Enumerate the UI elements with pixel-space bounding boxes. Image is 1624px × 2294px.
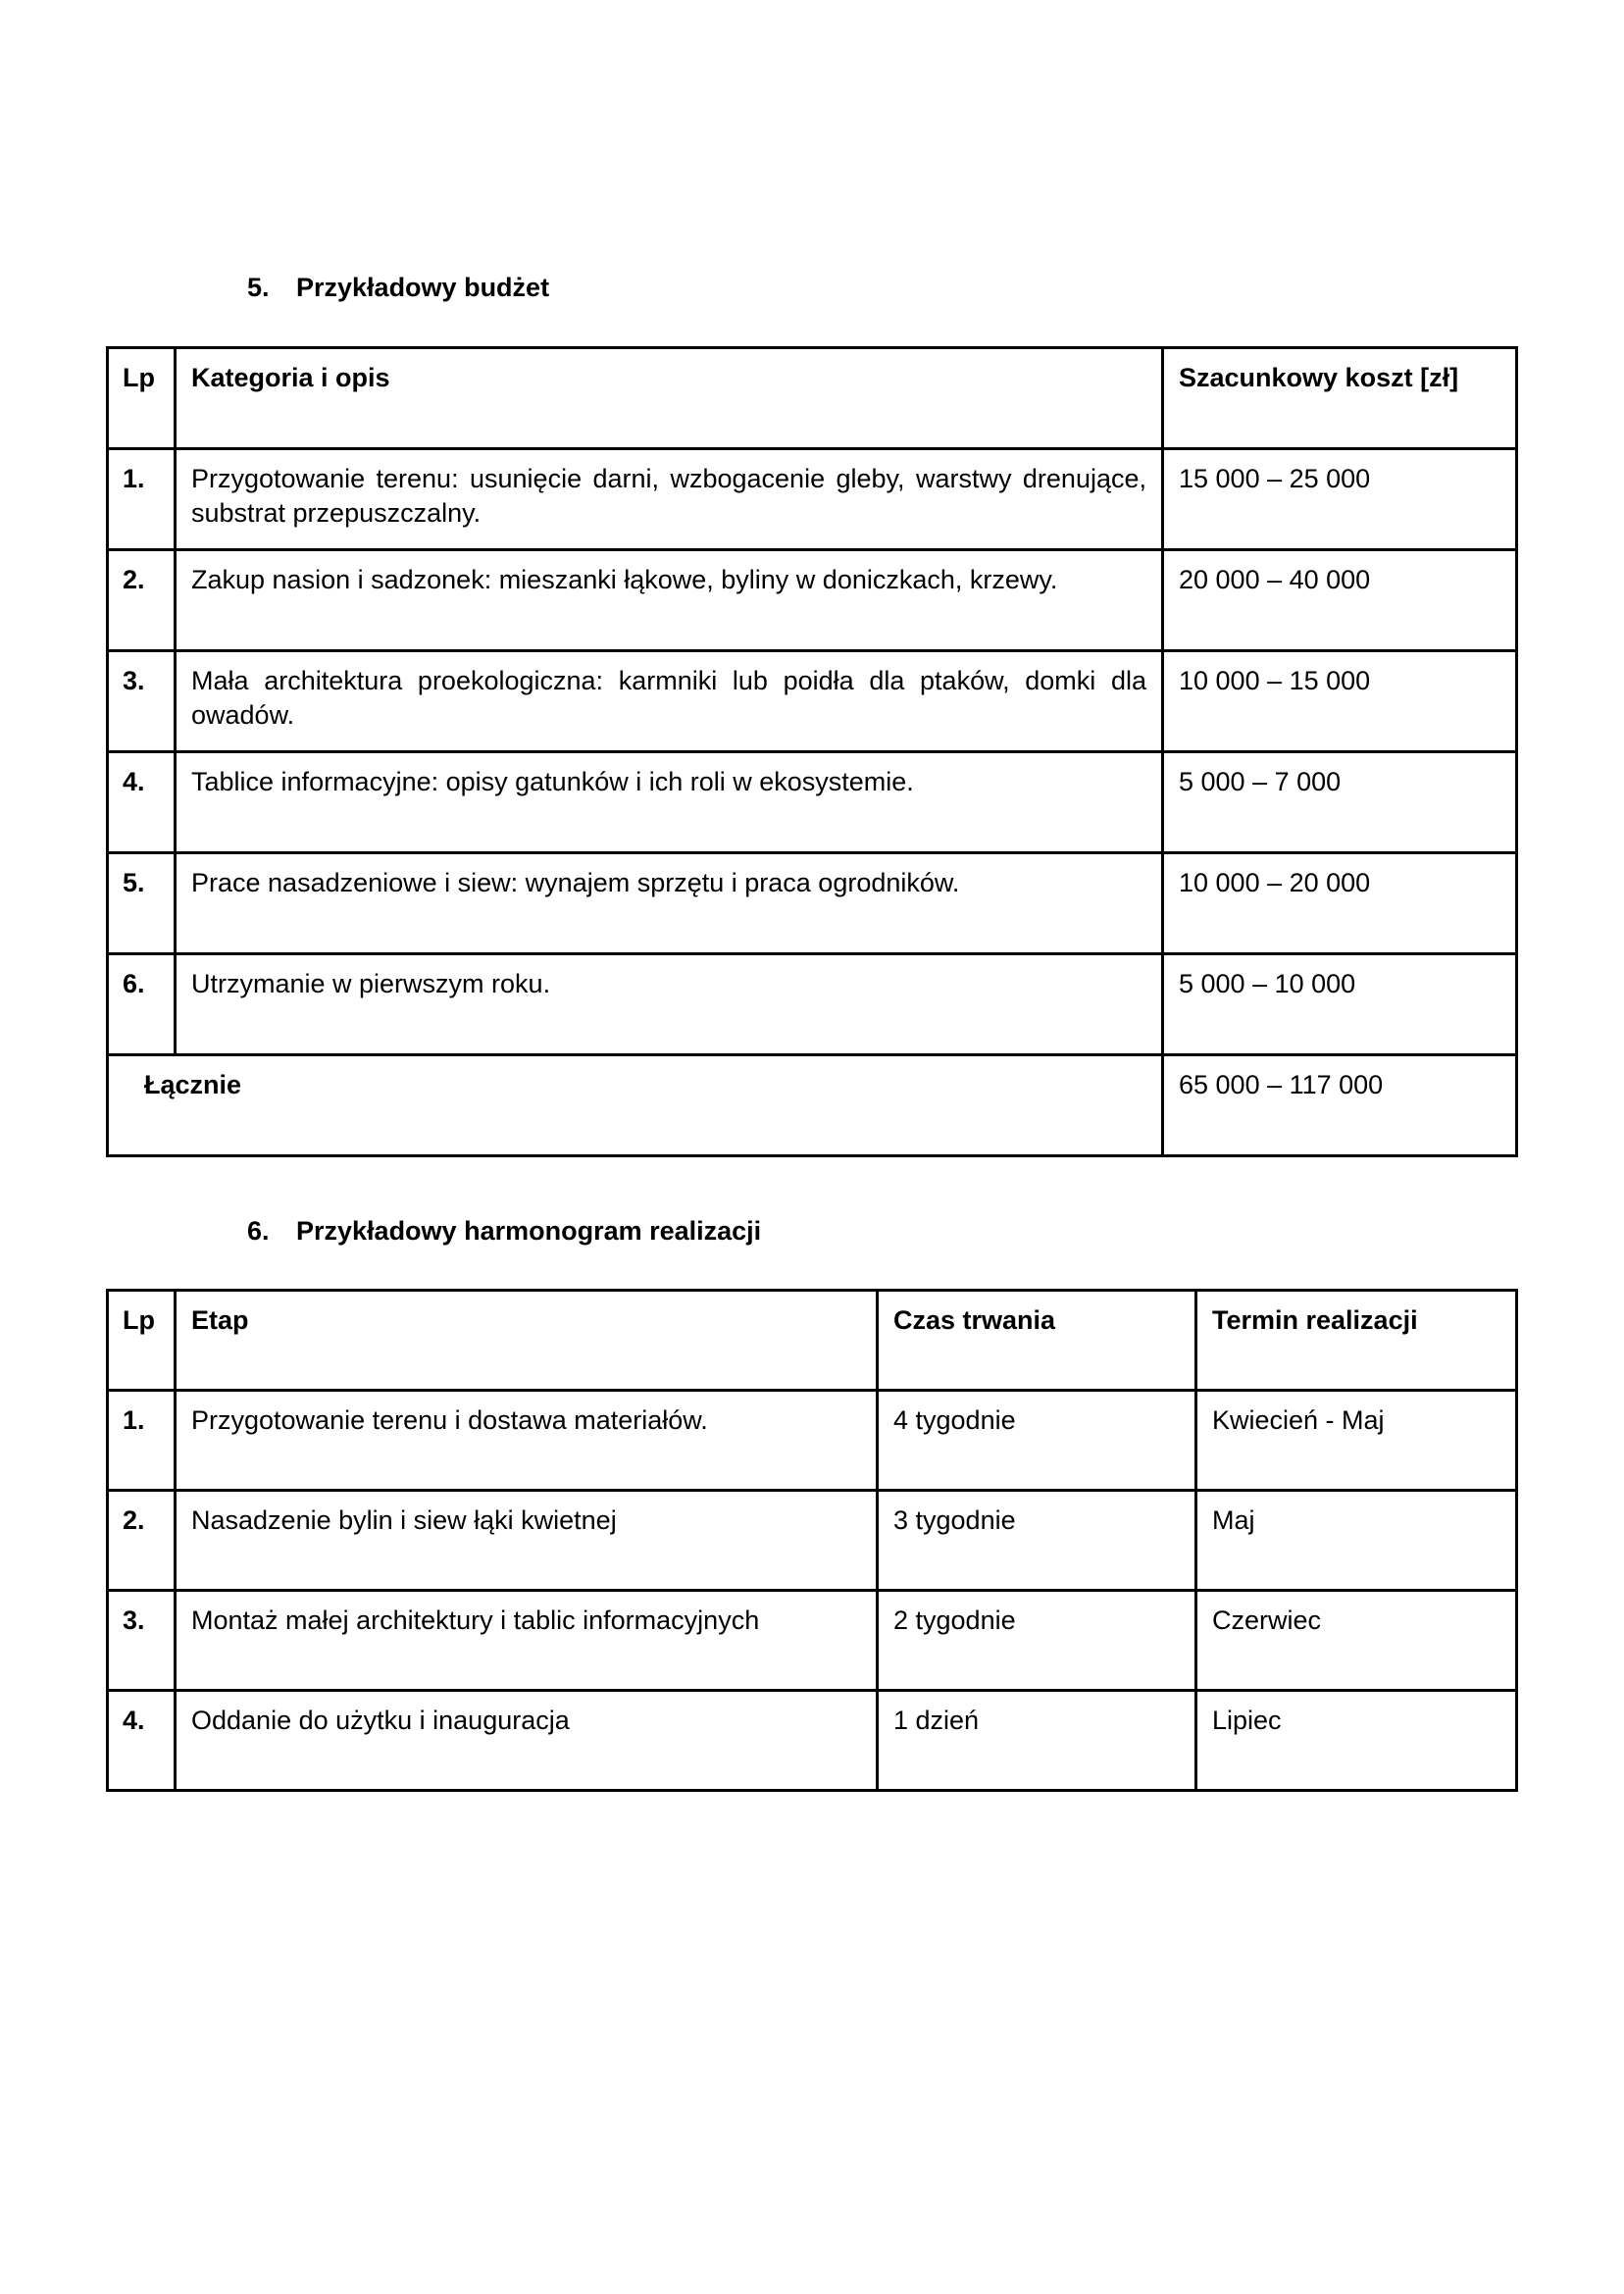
budget-header-category: Kategoria i opis — [176, 348, 1163, 449]
budget-row-cost: 10 000 – 15 000 — [1163, 651, 1517, 752]
budget-section-heading — [247, 271, 549, 304]
schedule-row-stage: Oddanie do użytku i inauguracja — [176, 1691, 878, 1791]
budget-table-row — [108, 651, 1517, 752]
budget-row-description: Przygotowanie terenu: usunięcie darni, wzbogacenie gleby, warstwy drenujące, substrat przepuszczalny. — [176, 449, 1163, 550]
budget-row-description: Utrzymanie w pierwszym roku. — [176, 954, 1163, 1055]
budget-total-label: Łącznie — [108, 1055, 1163, 1156]
budget-row-description: Prace nasadzeniowe i siew: wynajem sprzętu i praca ogrodników. — [176, 853, 1163, 954]
budget-row-description: Tablice informacyjne: opisy gatunków i ich roli w ekosystemie. — [176, 752, 1163, 853]
schedule-table-row — [108, 1591, 1517, 1691]
budget-table-header-row — [108, 348, 1517, 449]
schedule-row-duration: 2 tygodnie — [878, 1591, 1196, 1691]
budget-row-lp: 6. — [108, 954, 176, 1055]
budget-section-number: 5. — [247, 273, 270, 302]
schedule-row-term: Czerwiec — [1196, 1591, 1517, 1691]
budget-row-lp: 2. — [108, 550, 176, 651]
budget-row-cost: 20 000 – 40 000 — [1163, 550, 1517, 651]
schedule-section-title: Przykładowy harmonogram realizacji — [296, 1216, 762, 1246]
schedule-section-number: 6. — [247, 1216, 270, 1246]
schedule-header-duration: Czas trwania — [878, 1291, 1196, 1391]
budget-row-lp: 4. — [108, 752, 176, 853]
schedule-table — [106, 1289, 1518, 1792]
schedule-row-stage: Montaż małej architektury i tablic informacyjnych — [176, 1591, 878, 1691]
schedule-row-lp: 3. — [108, 1591, 176, 1691]
schedule-table-header-row — [108, 1291, 1517, 1391]
budget-table — [106, 346, 1518, 1157]
budget-total-row — [108, 1055, 1517, 1156]
budget-row-description: Zakup nasion i sadzonek: mieszanki łąkowe, byliny w doniczkach, krzewy. — [176, 550, 1163, 651]
budget-table-row — [108, 853, 1517, 954]
budget-header-lp: Lp — [108, 348, 176, 449]
budget-table-row — [108, 954, 1517, 1055]
budget-table-row — [108, 752, 1517, 853]
schedule-row-lp: 1. — [108, 1391, 176, 1491]
budget-row-lp: 1. — [108, 449, 176, 550]
schedule-row-stage: Przygotowanie terenu i dostawa materiałów. — [176, 1391, 878, 1491]
schedule-header-term: Termin realizacji — [1196, 1291, 1517, 1391]
schedule-row-stage: Nasadzenie bylin i siew łąki kwietnej — [176, 1491, 878, 1591]
schedule-row-duration: 4 tygodnie — [878, 1391, 1196, 1491]
schedule-row-lp: 4. — [108, 1691, 176, 1791]
budget-total-cost: 65 000 – 117 000 — [1163, 1055, 1517, 1156]
budget-row-lp: 3. — [108, 651, 176, 752]
schedule-row-term: Lipiec — [1196, 1691, 1517, 1791]
budget-header-cost: Szacunkowy koszt [zł] — [1163, 348, 1517, 449]
budget-row-cost: 5 000 – 10 000 — [1163, 954, 1517, 1055]
budget-table-row — [108, 550, 1517, 651]
schedule-row-duration: 3 tygodnie — [878, 1491, 1196, 1591]
schedule-row-term: Maj — [1196, 1491, 1517, 1591]
budget-row-cost: 10 000 – 20 000 — [1163, 853, 1517, 954]
schedule-row-term: Kwiecień - Maj — [1196, 1391, 1517, 1491]
budget-row-cost: 5 000 – 7 000 — [1163, 752, 1517, 853]
budget-row-cost: 15 000 – 25 000 — [1163, 449, 1517, 550]
budget-row-lp: 5. — [108, 853, 176, 954]
schedule-header-stage: Etap — [176, 1291, 878, 1391]
budget-section-title: Przykładowy budżet — [296, 273, 550, 302]
schedule-header-lp: Lp — [108, 1291, 176, 1391]
schedule-table-row — [108, 1691, 1517, 1791]
schedule-table-row — [108, 1391, 1517, 1491]
schedule-row-lp: 2. — [108, 1491, 176, 1591]
budget-row-description: Mała architektura proekologiczna: karmniki lub poidła dla ptaków, domki dla owadów. — [176, 651, 1163, 752]
schedule-table-row — [108, 1491, 1517, 1591]
schedule-row-duration: 1 dzień — [878, 1691, 1196, 1791]
schedule-section-heading — [247, 1214, 761, 1248]
budget-table-row — [108, 449, 1517, 550]
